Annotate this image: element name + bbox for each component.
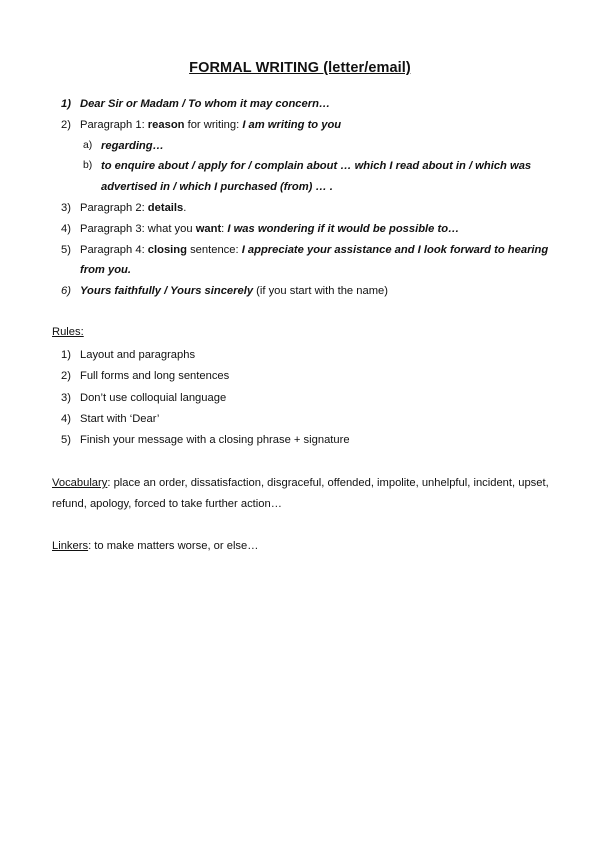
vocabulary-label: Vocabulary — [52, 477, 108, 489]
linkers-label: Linkers — [52, 540, 89, 552]
item-text: : — [221, 222, 228, 235]
item-text: Paragraph 4: — [80, 243, 148, 256]
item-phrase: I am writing to you — [242, 118, 342, 131]
rule-number: 4) — [61, 412, 71, 425]
structure-item-5 — [52, 240, 552, 282]
item-text: Paragraph 2: — [80, 201, 148, 214]
rule-text: Finish your message with a closing phrase + signature — [80, 434, 350, 447]
rule-number: 1) — [61, 349, 71, 361]
rule-text: Don’t use colloquial language — [80, 391, 227, 404]
item-text: Paragraph 3: what you — [80, 222, 196, 235]
item-text: for writing: — [184, 118, 243, 131]
item-phrase: I was wondering if it would be possible to… — [227, 222, 460, 235]
rule-number: 3) — [61, 391, 71, 404]
rule-item — [52, 409, 552, 430]
item-text: Paragraph 1: — [80, 118, 148, 131]
subitem-letter: b) — [83, 160, 93, 172]
rules-heading — [52, 322, 552, 343]
structure-item-1 — [52, 94, 552, 115]
item-text: (if you start with the name) — [253, 285, 388, 298]
page-title: FORMAL WRITING (letter/email) — [189, 60, 411, 76]
item-number: 2) — [61, 118, 71, 131]
item-number: 6) — [61, 285, 71, 298]
structure-list — [52, 94, 552, 302]
linkers-section — [52, 536, 552, 557]
rule-number: 2) — [61, 370, 71, 383]
rule-item — [52, 345, 552, 366]
item-phrase: I appreciate your assistance and I look forward to hearing from you. — [80, 243, 549, 277]
rule-text: Layout and paragraphs — [80, 349, 196, 361]
structure-item-2 — [52, 115, 552, 136]
item-keyword: details — [147, 201, 184, 214]
vocabulary-text: : place an order, dissatisfaction, disgraceful, offended, impolite, unhelpful, incident, upset, refund, apology, forced to take further action… — [52, 477, 549, 510]
item-number: 1) — [61, 98, 71, 110]
item-keyword: closing — [147, 243, 187, 256]
rules-list — [52, 345, 552, 451]
structure-subitem-a — [52, 136, 552, 157]
item-number: 3) — [61, 201, 71, 214]
item-text: sentence: — [186, 243, 242, 256]
structure-item-3 — [52, 198, 552, 219]
rule-number: 5) — [61, 434, 71, 447]
subitem-letter: a) — [83, 139, 93, 151]
structure-subitem-b — [52, 156, 552, 198]
item-keyword: want — [195, 222, 222, 235]
structure-item-6 — [52, 281, 552, 302]
rule-text: Start with ‘Dear’ — [80, 412, 160, 425]
item-phrase: Yours faithfully / Yours sincerely — [80, 285, 254, 298]
item-text: . — [183, 201, 187, 214]
structure-item-4 — [52, 219, 552, 240]
item-number: 5) — [61, 243, 71, 256]
rule-item — [52, 388, 552, 409]
rules-label: Rules: — [52, 326, 84, 338]
linkers-text: : to make matters worse, or else… — [88, 540, 259, 552]
rule-item — [52, 430, 552, 451]
item-number: 4) — [61, 222, 71, 235]
item-text: Dear Sir or Madam / To whom it may concern… — [80, 98, 331, 110]
subitem-text: regarding… — [101, 139, 164, 152]
vocabulary-section — [52, 473, 552, 515]
item-keyword: reason — [147, 118, 185, 131]
subitem-text: to enquire about / apply for / complain about … which I read about in / which was advertised in / which I purchased (from) … . — [101, 160, 532, 194]
rule-text: Full forms and long sentences — [80, 370, 230, 383]
rule-item — [52, 366, 552, 387]
